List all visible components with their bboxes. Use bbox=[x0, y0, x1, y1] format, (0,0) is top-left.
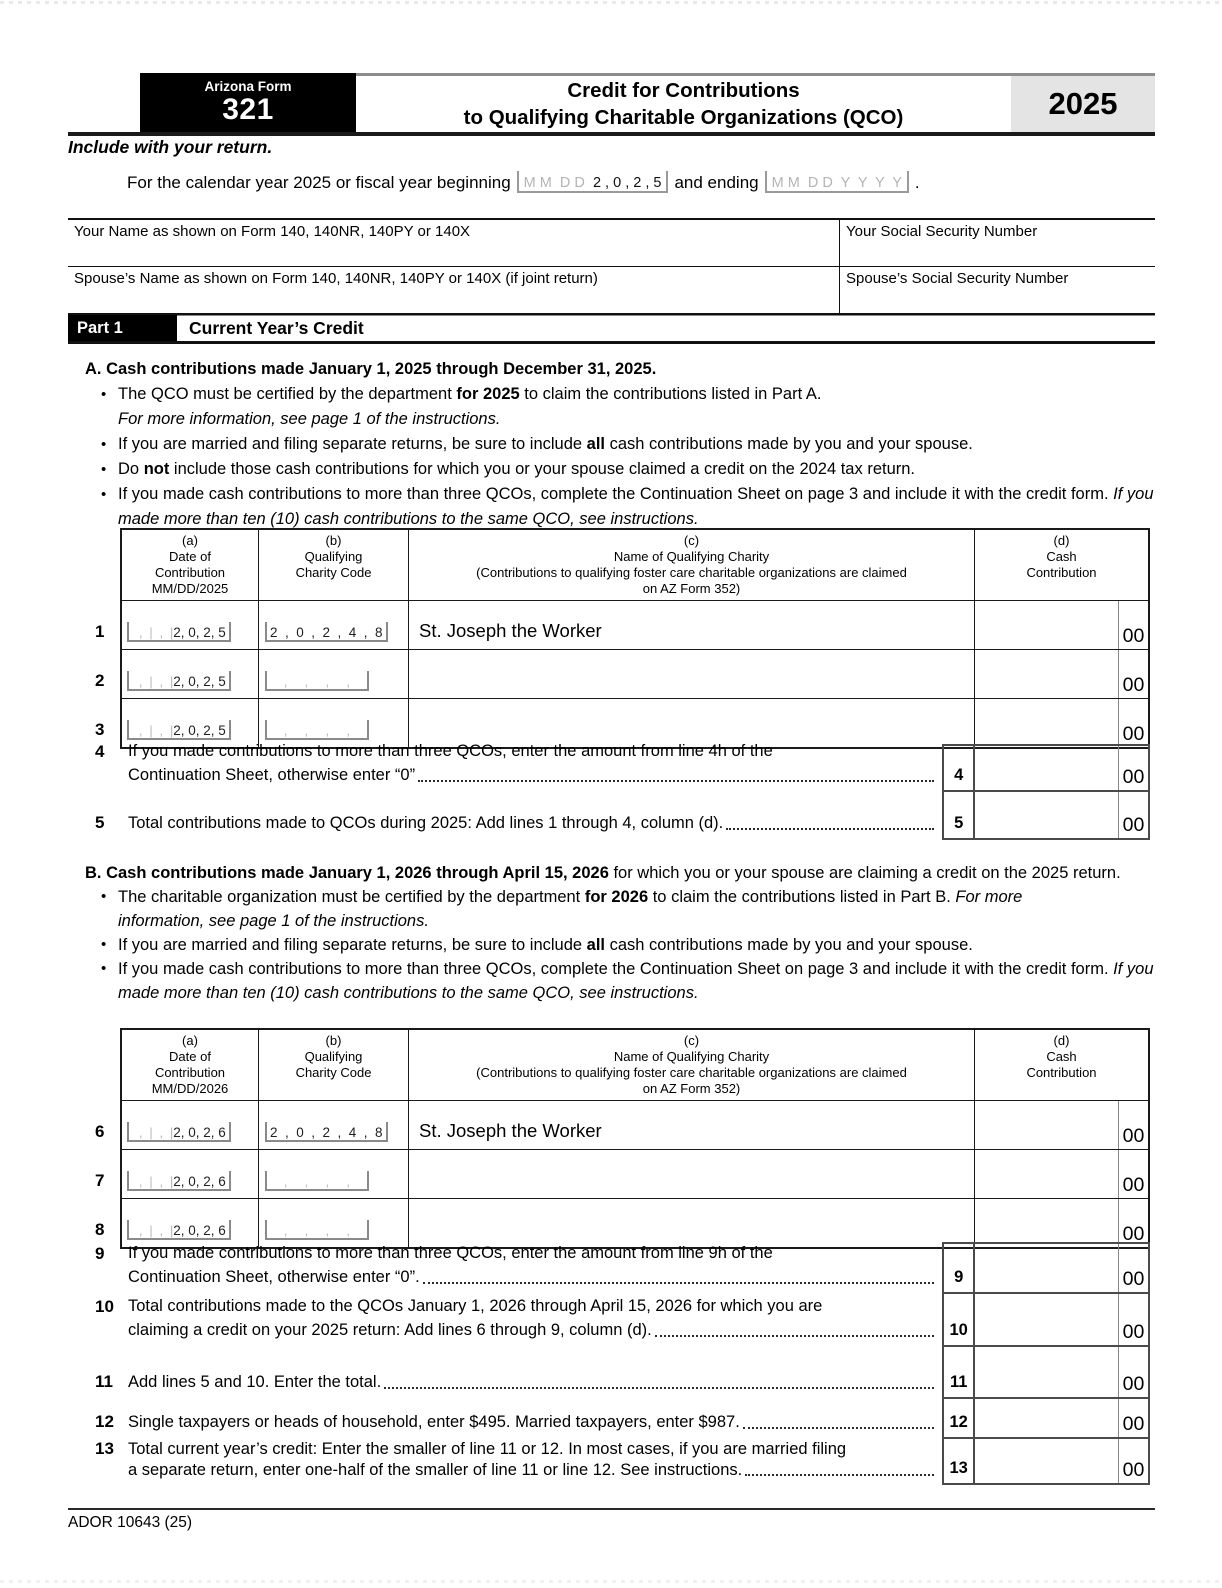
form-id: ADOR 10643 (25) bbox=[68, 1514, 193, 1531]
line-11-amount-box bbox=[975, 1347, 1150, 1399]
line-9-text-2-label: Continuation Sheet, otherwise enter “0”. bbox=[128, 1268, 420, 1286]
line-13-row bbox=[95, 1439, 1150, 1485]
amount-cell bbox=[975, 1199, 1148, 1247]
line-9-box-number: 9 bbox=[942, 1242, 975, 1294]
amount-input[interactable] bbox=[975, 601, 1118, 649]
tax-year: 2025 bbox=[1048, 86, 1118, 121]
line-5-amount-box bbox=[975, 792, 1150, 840]
fiscal-end-date-field[interactable]: M M D D Y Y Y Y bbox=[765, 171, 909, 193]
part1-label: Part 1 bbox=[68, 315, 177, 341]
line-12-text-1 bbox=[128, 1410, 942, 1434]
line-5-text-label: Total contributions made to QCOs during 2025: Add lines 1 through 4, column (d). bbox=[128, 814, 724, 832]
cents-box: 00 bbox=[1118, 1439, 1148, 1483]
bullet-text: For more information, see page 1 of the instructions. bbox=[118, 410, 501, 428]
footer bbox=[68, 1508, 1155, 1532]
line-13-amount-box bbox=[975, 1439, 1150, 1485]
date-comb-field[interactable]: , | , | 2, 0, 2, 6 bbox=[127, 1122, 231, 1142]
amount-cell bbox=[975, 650, 1148, 698]
line-10-row bbox=[95, 1294, 1150, 1347]
amount-input[interactable] bbox=[975, 1101, 1118, 1149]
cents-box: 00 bbox=[1118, 699, 1148, 747]
line-5-text bbox=[128, 792, 942, 840]
spouse-ssn-label: Spouse’s Social Security Number bbox=[846, 270, 1069, 287]
col-d-letter: (d) bbox=[1053, 1033, 1070, 1048]
line-11-box-number: 11 bbox=[942, 1347, 975, 1399]
col-c-letter: (c) bbox=[683, 1033, 700, 1048]
bullet-dot: • bbox=[101, 486, 107, 503]
amount-cell bbox=[975, 699, 1148, 747]
cents-box: 00 bbox=[1118, 1294, 1148, 1345]
your-ssn-label: Your Social Security Number bbox=[846, 223, 1038, 240]
form-number: 321 bbox=[222, 93, 274, 126]
charity-code-cell[interactable] bbox=[259, 601, 409, 649]
bullet-dot: • bbox=[101, 436, 107, 453]
form-title bbox=[356, 73, 1011, 132]
line-number: 13 bbox=[95, 1439, 114, 1458]
part1-title: Current Year’s Credit bbox=[177, 315, 1155, 341]
spouse-ssn-field[interactable] bbox=[839, 267, 1155, 313]
date-comb-field[interactable]: , | , | 2, 0, 2, 5 bbox=[127, 720, 231, 740]
bullet-dot: • bbox=[101, 960, 107, 977]
line-4-amount-input[interactable] bbox=[975, 746, 1118, 790]
spouse-name-row bbox=[68, 266, 1155, 313]
bullet-text: If you are married and filing separate returns, be sure to include all cash contributions made by you and your spouse. bbox=[118, 435, 973, 453]
line-4-text bbox=[128, 744, 942, 792]
line-12-amount-box bbox=[975, 1399, 1150, 1439]
fiscal-middle: and ending bbox=[674, 173, 759, 192]
amount-cell bbox=[975, 1101, 1148, 1149]
line-9-row bbox=[95, 1242, 1150, 1294]
charity-code-comb-field[interactable]: , , , , bbox=[265, 1171, 369, 1191]
header-spacer bbox=[68, 73, 140, 132]
line-13-text bbox=[128, 1439, 942, 1485]
line-4-text-1: If you made contributions to more than three QCOs, enter the amount from line 4h of the bbox=[128, 742, 773, 760]
amount-input[interactable] bbox=[975, 1150, 1118, 1198]
table-row-8 bbox=[95, 1198, 1148, 1247]
col-d-lines: Cash Contribution bbox=[1026, 549, 1097, 580]
amount-cell bbox=[975, 1150, 1148, 1198]
line-4-amount-box bbox=[975, 744, 1150, 792]
charity-code-cell[interactable] bbox=[259, 1101, 409, 1149]
line-5-row bbox=[95, 792, 1150, 840]
cents-box: 00 bbox=[1118, 1101, 1148, 1149]
line-10-text bbox=[128, 1294, 942, 1347]
dotted-leader bbox=[423, 1265, 935, 1284]
col-a-lines: Date of Contribution MM/DD/2026 bbox=[151, 1049, 229, 1096]
line-9-text bbox=[128, 1242, 942, 1294]
line-13-text-2-label: a separate return, enter one-half of the smaller of line 11 or line 12. See instructions. bbox=[128, 1461, 743, 1479]
col-d-letter: (d) bbox=[1053, 533, 1070, 548]
date-comb-field[interactable]: , | , | 2, 0, 2, 5 bbox=[127, 671, 231, 691]
col-d-lines: Cash Contribution bbox=[1026, 1049, 1097, 1080]
line-number: 11 bbox=[95, 1372, 113, 1391]
charity-name-cell[interactable]: St. Joseph the Worker bbox=[409, 1101, 975, 1149]
form-title-line1: Credit for Contributions bbox=[567, 79, 800, 102]
form-number-box bbox=[140, 73, 356, 132]
cents-box: 00 bbox=[1118, 1399, 1148, 1437]
charity-code-comb-field[interactable]: , , , , bbox=[265, 671, 369, 691]
spouse-name-label: Spouse’s Name as shown on Form 140, 140NR, 140PY or 140X (if joint return) bbox=[74, 270, 598, 287]
fiscal-begin-date-field[interactable]: M M D D 2 , 0 , 2 , 5 bbox=[517, 171, 669, 193]
charity-code-cell[interactable] bbox=[259, 650, 409, 698]
calc-lines-4-5 bbox=[95, 744, 1150, 840]
section-b bbox=[85, 861, 1157, 1005]
section-b-bullet-1-cont bbox=[85, 909, 1157, 933]
line-4-text-2-label: Continuation Sheet, otherwise enter “0” bbox=[128, 766, 416, 784]
form-header bbox=[68, 73, 1155, 136]
charity-name-cell[interactable] bbox=[409, 650, 975, 698]
section-a-bullet-1 bbox=[85, 382, 1157, 407]
col-a-letter: (a) bbox=[182, 533, 198, 548]
section-b-bullet-2 bbox=[85, 933, 1157, 957]
line-4-box-number: 4 bbox=[942, 744, 975, 792]
cents-box: 00 bbox=[1118, 792, 1148, 838]
col-b-header bbox=[259, 530, 409, 600]
bullet-text: Do not include those cash contributions for which you or your spouse claimed a credit on the 2024 tax return. bbox=[118, 460, 916, 478]
line-12-text-label: Single taxpayers or heads of household, enter $495. Married taxpayers, enter $987. bbox=[128, 1413, 740, 1431]
line-5-box-number: 5 bbox=[942, 792, 975, 840]
line-12-box-number: 12 bbox=[942, 1399, 975, 1439]
line-number: 10 bbox=[95, 1297, 114, 1316]
part1-bar bbox=[68, 315, 1155, 344]
section-b-bullet-3 bbox=[85, 957, 1157, 1005]
table-row-6 bbox=[95, 1101, 1148, 1149]
section-a-heading: A. Cash contributions made January 1, 2025 through December 31, 2025. bbox=[85, 360, 657, 378]
line-10-amount-input[interactable] bbox=[975, 1294, 1118, 1345]
col-d-header bbox=[975, 1030, 1148, 1100]
calc-lines-9-13 bbox=[95, 1242, 1150, 1485]
charity-code-cell[interactable] bbox=[259, 1199, 409, 1247]
col-c-header bbox=[409, 530, 975, 600]
line-number: 4 bbox=[95, 742, 105, 761]
charity-name-cell[interactable]: St. Joseph the Worker bbox=[409, 601, 975, 649]
col-d-header bbox=[975, 530, 1148, 600]
date-comb-field[interactable]: , | , | 2, 0, 2, 6 bbox=[127, 1171, 231, 1191]
line-10-text-1: Total contributions made to the QCOs January 1, 2026 through April 15, 2026 for which you are bbox=[128, 1297, 823, 1315]
your-name-label: Your Name as shown on Form 140, 140NR, 140PY or 140X bbox=[74, 223, 471, 240]
row-number: 1 bbox=[95, 622, 105, 641]
dotted-leader bbox=[418, 763, 934, 782]
line-9-text-1: If you made contributions to more than three QCOs, enter the amount from line 9h of the bbox=[128, 1244, 773, 1262]
col-a-header bbox=[122, 530, 259, 600]
cents-box: 00 bbox=[1118, 601, 1148, 649]
table-row-2 bbox=[95, 649, 1148, 698]
line-number: 5 bbox=[95, 813, 105, 832]
table-row-7 bbox=[95, 1149, 1148, 1198]
dotted-leader bbox=[743, 1410, 934, 1429]
line-13-box-number: 13 bbox=[942, 1439, 975, 1485]
row-number: 6 bbox=[95, 1122, 105, 1141]
line-9-text-2 bbox=[128, 1265, 942, 1289]
row-number: 2 bbox=[95, 671, 105, 690]
bullet-dot: • bbox=[101, 888, 107, 905]
col-c-letter: (c) bbox=[683, 533, 700, 548]
col-c-lines: Name of Qualifying Charity (Contributions to qualifying foster care charitable organizations are claimed on AZ Form 352) bbox=[476, 549, 907, 596]
your-name-field[interactable] bbox=[68, 220, 839, 266]
form-title-line2: to Qualifying Charitable Organizations (QCO) bbox=[463, 105, 904, 129]
your-name-row bbox=[68, 220, 1155, 266]
amount-input[interactable] bbox=[975, 650, 1118, 698]
amount-input[interactable] bbox=[975, 699, 1118, 747]
charity-code-comb-field[interactable]: 2 , 0 , 2 , 4 , 8 bbox=[265, 622, 388, 642]
row-number: 3 bbox=[95, 720, 105, 739]
line-10-box-number: 10 bbox=[942, 1294, 975, 1347]
line-13-text-1: Total current year’s credit: Enter the smaller of line 11 or 12. In most cases, if you are married filing bbox=[128, 1440, 847, 1458]
row-number: 8 bbox=[95, 1220, 105, 1239]
col-b-letter: (b) bbox=[325, 533, 342, 548]
bullet-text: The charitable organization must be certified by the department for 2026 to claim the contributions listed in Part B. For more bbox=[118, 888, 1023, 906]
date-comb-field[interactable]: , | , | 2, 0, 2, 6 bbox=[127, 1220, 231, 1240]
bullet-dot: • bbox=[101, 461, 107, 478]
col-b-letter: (b) bbox=[325, 1033, 342, 1048]
date-cell[interactable] bbox=[122, 1199, 259, 1247]
line-10-text-2 bbox=[128, 1318, 942, 1342]
dotted-leader bbox=[384, 1370, 934, 1389]
line-13-amount-input[interactable] bbox=[975, 1439, 1118, 1483]
col-b-lines: Qualifying Charity Code bbox=[295, 1049, 372, 1080]
charity-code-comb-field[interactable]: 2 , 0 , 2 , 4 , 8 bbox=[265, 1122, 388, 1142]
date-cell[interactable] bbox=[122, 1101, 259, 1149]
charity-name-cell[interactable] bbox=[409, 1199, 975, 1247]
line-9-amount-input[interactable] bbox=[975, 1244, 1118, 1292]
col-b-lines: Qualifying Charity Code bbox=[295, 549, 372, 580]
cents-box: 00 bbox=[1118, 1150, 1148, 1198]
taxpayer-info-table bbox=[68, 218, 1155, 315]
section-a-bullet-1-cont bbox=[85, 407, 1157, 432]
charity-code-comb-field[interactable]: , , , , bbox=[265, 720, 369, 740]
contributions-table-2025 bbox=[95, 528, 1150, 749]
charity-code-cell[interactable] bbox=[259, 1150, 409, 1198]
line-12-text bbox=[128, 1399, 942, 1439]
line-4-row bbox=[95, 744, 1150, 792]
date-cell[interactable] bbox=[122, 1150, 259, 1198]
line-4-text-2 bbox=[128, 763, 942, 787]
section-b-heading: B. Cash contributions made January 1, 2026 through April 15, 2026 for which you or your spouse are claiming a credit on the 2025 return. bbox=[85, 864, 1121, 882]
include-note: Include with your return. bbox=[68, 137, 273, 157]
line-12-row bbox=[95, 1399, 1150, 1439]
line-13-text-2 bbox=[128, 1460, 942, 1481]
line-5-text-1 bbox=[128, 811, 942, 835]
line-10-amount-box bbox=[975, 1294, 1150, 1347]
your-ssn-field[interactable] bbox=[839, 220, 1155, 266]
line-number: 12 bbox=[95, 1412, 114, 1431]
contributions-table-2026 bbox=[95, 1028, 1150, 1249]
table-row-1 bbox=[95, 601, 1148, 649]
bullet-text: If you are married and filing separate returns, be sure to include all cash contributions made by you and your spouse. bbox=[118, 936, 973, 954]
line-11-row bbox=[95, 1347, 1150, 1399]
col-c-lines: Name of Qualifying Charity (Contributions to qualifying foster care charitable organizations are claimed on AZ Form 352) bbox=[476, 1049, 907, 1096]
cents-box: 00 bbox=[1118, 1199, 1148, 1247]
section-b-bullet-1 bbox=[85, 885, 1157, 909]
charity-code-comb-field[interactable]: , , , , bbox=[265, 1220, 369, 1240]
line-11-text-label: Add lines 5 and 10. Enter the total. bbox=[128, 1373, 382, 1391]
row-number: 7 bbox=[95, 1171, 105, 1190]
bullet-text: information, see page 1 of the instructions. bbox=[118, 912, 429, 930]
section-a-bullet-3 bbox=[85, 457, 1157, 482]
amount-cell bbox=[975, 601, 1148, 649]
spouse-name-field[interactable] bbox=[68, 267, 839, 313]
col-a-header bbox=[122, 1030, 259, 1100]
cents-box: 00 bbox=[1118, 650, 1148, 698]
bullet-text: If you made cash contributions to more than three QCOs, complete the Continuation Sheet on page 3 and include it with the credit form. If you made more than ten (10) cash contributions to the same QCO, see instructions. bbox=[118, 485, 1154, 528]
section-a bbox=[85, 357, 1157, 532]
scan-edge-top bbox=[0, 1, 1222, 4]
bullet-text: The QCO must be certified by the department for 2025 to claim the contributions listed in Part A. bbox=[118, 385, 822, 403]
fiscal-prefix: For the calendar year 2025 or fiscal year beginning bbox=[127, 173, 511, 192]
line-11-text-1 bbox=[128, 1370, 942, 1394]
tax-year-box bbox=[1011, 73, 1155, 132]
section-a-bullet-4 bbox=[85, 482, 1157, 532]
date-comb-field[interactable]: , | , | 2, 0, 2, 5 bbox=[127, 622, 231, 642]
table-b-header bbox=[122, 1030, 1148, 1101]
scan-edge-bottom bbox=[0, 1580, 1222, 1583]
form-label: Arizona Form bbox=[204, 79, 292, 94]
amount-input[interactable] bbox=[975, 1199, 1118, 1247]
line-11-amount-input[interactable] bbox=[975, 1347, 1118, 1397]
fiscal-year-line bbox=[127, 171, 920, 193]
dotted-leader bbox=[745, 1460, 934, 1476]
bullet-dot: • bbox=[101, 386, 107, 403]
line-9-amount-box bbox=[975, 1242, 1150, 1294]
col-b-header bbox=[259, 1030, 409, 1100]
col-c-header bbox=[409, 1030, 975, 1100]
cents-box: 00 bbox=[1118, 1347, 1148, 1397]
cents-box: 00 bbox=[1118, 1244, 1148, 1292]
date-cell[interactable] bbox=[122, 601, 259, 649]
date-cell[interactable] bbox=[122, 650, 259, 698]
line-12-amount-input[interactable] bbox=[975, 1399, 1118, 1437]
line-number: 9 bbox=[95, 1244, 105, 1263]
dotted-leader bbox=[726, 811, 934, 830]
col-a-lines: Date of Contribution MM/DD/2025 bbox=[151, 549, 229, 596]
bullet-text: If you made cash contributions to more than three QCOs, complete the Continuation Sheet on page 3 and include it with the credit form. If you made more than ten (10) cash contributions to the same QCO, see instructions. bbox=[118, 960, 1154, 1002]
table-a-header bbox=[122, 530, 1148, 601]
fiscal-suffix: . bbox=[914, 173, 920, 192]
cents-box: 00 bbox=[1118, 746, 1148, 790]
charity-name-cell[interactable] bbox=[409, 1150, 975, 1198]
line-11-text bbox=[128, 1347, 942, 1399]
line-10-text-2-label: claiming a credit on your 2025 return: Add lines 6 through 9, column (d). bbox=[128, 1321, 652, 1339]
line-5-amount-input[interactable] bbox=[975, 792, 1118, 838]
col-a-letter: (a) bbox=[182, 1033, 198, 1048]
dotted-leader bbox=[655, 1318, 934, 1337]
bullet-dot: • bbox=[101, 936, 107, 953]
section-a-bullet-2 bbox=[85, 432, 1157, 457]
